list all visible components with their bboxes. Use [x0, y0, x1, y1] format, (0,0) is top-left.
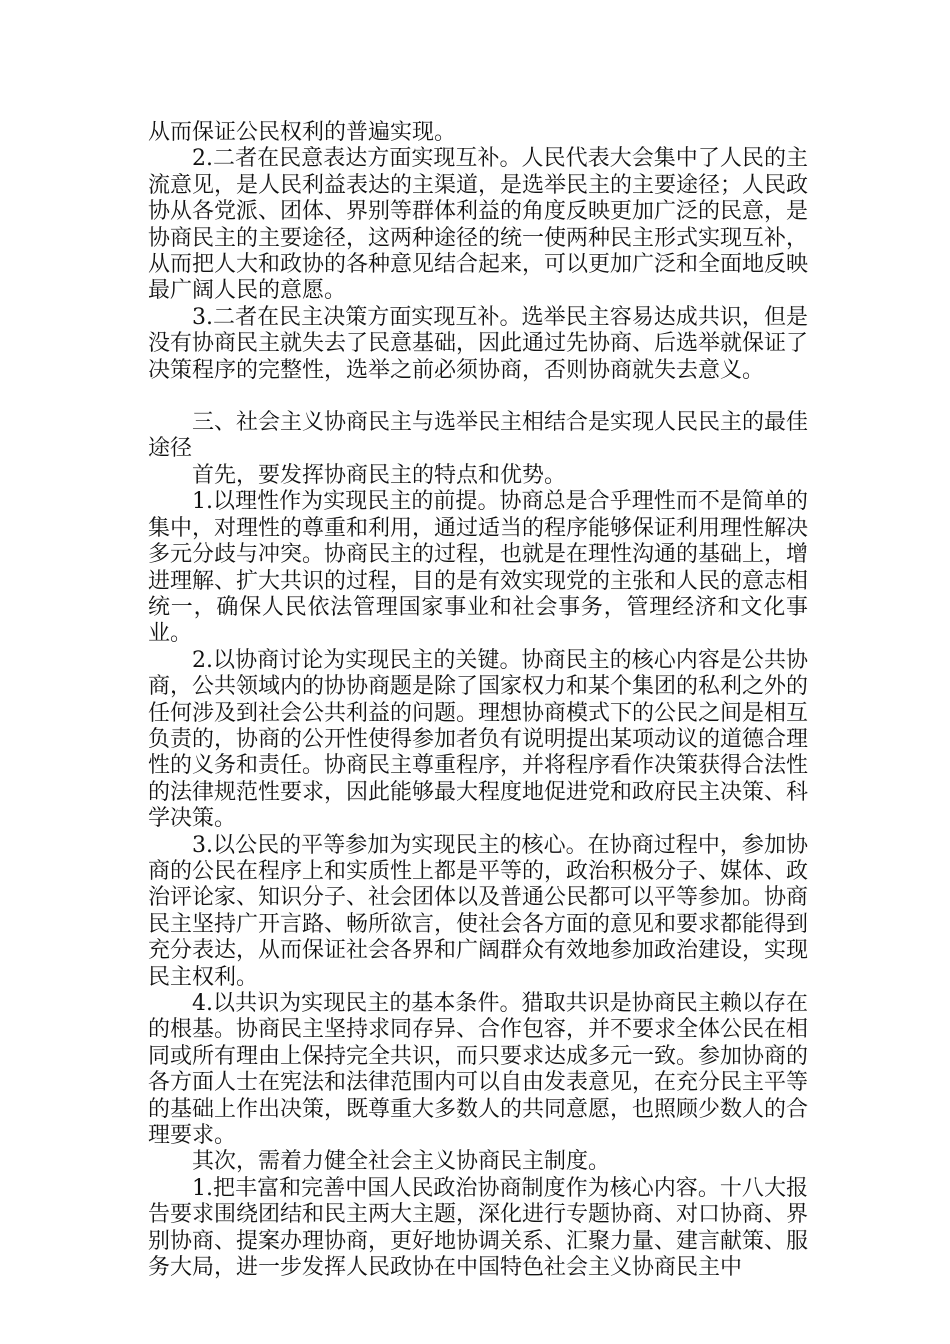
- section-heading-3: 三、社会主义协商民主与选举民主相结合是实现人民民主的最佳途径: [148, 410, 809, 462]
- paragraph-item-2: 2.以协商讨论为实现民主的关键。协商民主的核心内容是公共协商，公共领域内的协协商题是除了国家权力和某个集团的私利之外的任何涉及到社会公共利益的问题。理想协商模式下的公民之间是相互负责的，协商的公开性使得参加者负有说明提出某项动议的道德合理性的义务和责任。协商民主尊重程序，并将程序看作决策获得合法性的法律规范性要求，因此能够最大程度地促进党和政府民主决策、科学决策。: [148, 647, 809, 832]
- paragraph-system-item-1: 1.把丰富和完善中国人民政治协商制度作为核心内容。十八大报告要求围绕团结和民主两大主题，深化进行专题协商、对口协商、界别协商、提案办理协商，更好地协调关系、汇聚力量、建言献策、服务大局，进一步发挥人民政协在中国特色社会主义协商民主中: [148, 1175, 809, 1281]
- paragraph-second: 其次，需着力健全社会主义协商民主制度。: [192, 1149, 611, 1175]
- section-spacer: [148, 384, 808, 410]
- paragraph-item-4: 4.以共识为实现民主的基本条件。猎取共识是协商民主赖以存在的根基。协商民主坚持求同存异、合作包容，并不要求全体公民在相同或所有理由上保持完全共识，而只要求达成多元一致。参加协商的各方面人士在宪法和法律范围内可以自由发表意见，在充分民主平等的基础上作出决策，既尊重大多数人的共同意愿，也照顾少数人的合理要求。: [148, 991, 809, 1149]
- paragraph-first: 首先，要发挥协商民主的特点和优势。: [192, 462, 567, 488]
- paragraph-point-2: 2.二者在民意表达方面实现互补。人民代表大会集中了人民的主流意见，是人民利益表达的主渠道，是选举民主的主要途径；人民政协从各党派、团体、界别等群体利益的角度反映更加广泛的民意，是协商民主的主要途径，这两种途径的统一使两种民主形式实现互补，从而把人大和政协的各种意见结合起来，可以更加广泛和全面地反映最广阔人民的意愿。: [148, 146, 809, 304]
- paragraph-point-3: 3.二者在民主决策方面实现互补。选举民主容易达成共识，但是没有协商民主就失去了民意基础，因此通过先协商、后选举就保证了决策程序的完整性，选举之前必须协商，否则协商就失去意义。: [148, 304, 809, 383]
- paragraph-item-3: 3.以公民的平等参加为实现民主的核心。在协商过程中，参加协商的公民在程序上和实质性上都是平等的，政治积极分子、媒体、政治评论家、知识分子、社会团体以及普通公民都可以平等参加。协商民主坚持广开言路、畅所欲言，使社会各方面的意见和要求都能得到充分表达，从而保证社会各界和广阔群众有效地参加政治建设，实现民主权利。: [148, 832, 809, 990]
- paragraph-continuation: 从而保证公民权利的普遍实现。: [148, 120, 457, 145]
- document-body: [148, 120, 808, 1281]
- paragraph-item-1: 1.以理性作为实现民主的前提。协商总是合乎理性而不是简单的集中，对理性的尊重和利用，通过适当的程序能够保证利用理性解决多元分歧与冲突。协商民主的过程，也就是在理性沟通的基础上，增进理解、扩大共识的过程，目的是有效实现党的主张和人民的意志相统一，确保人民依法管理国家事业和社会事务，管理经济和文化事业。: [148, 489, 809, 647]
